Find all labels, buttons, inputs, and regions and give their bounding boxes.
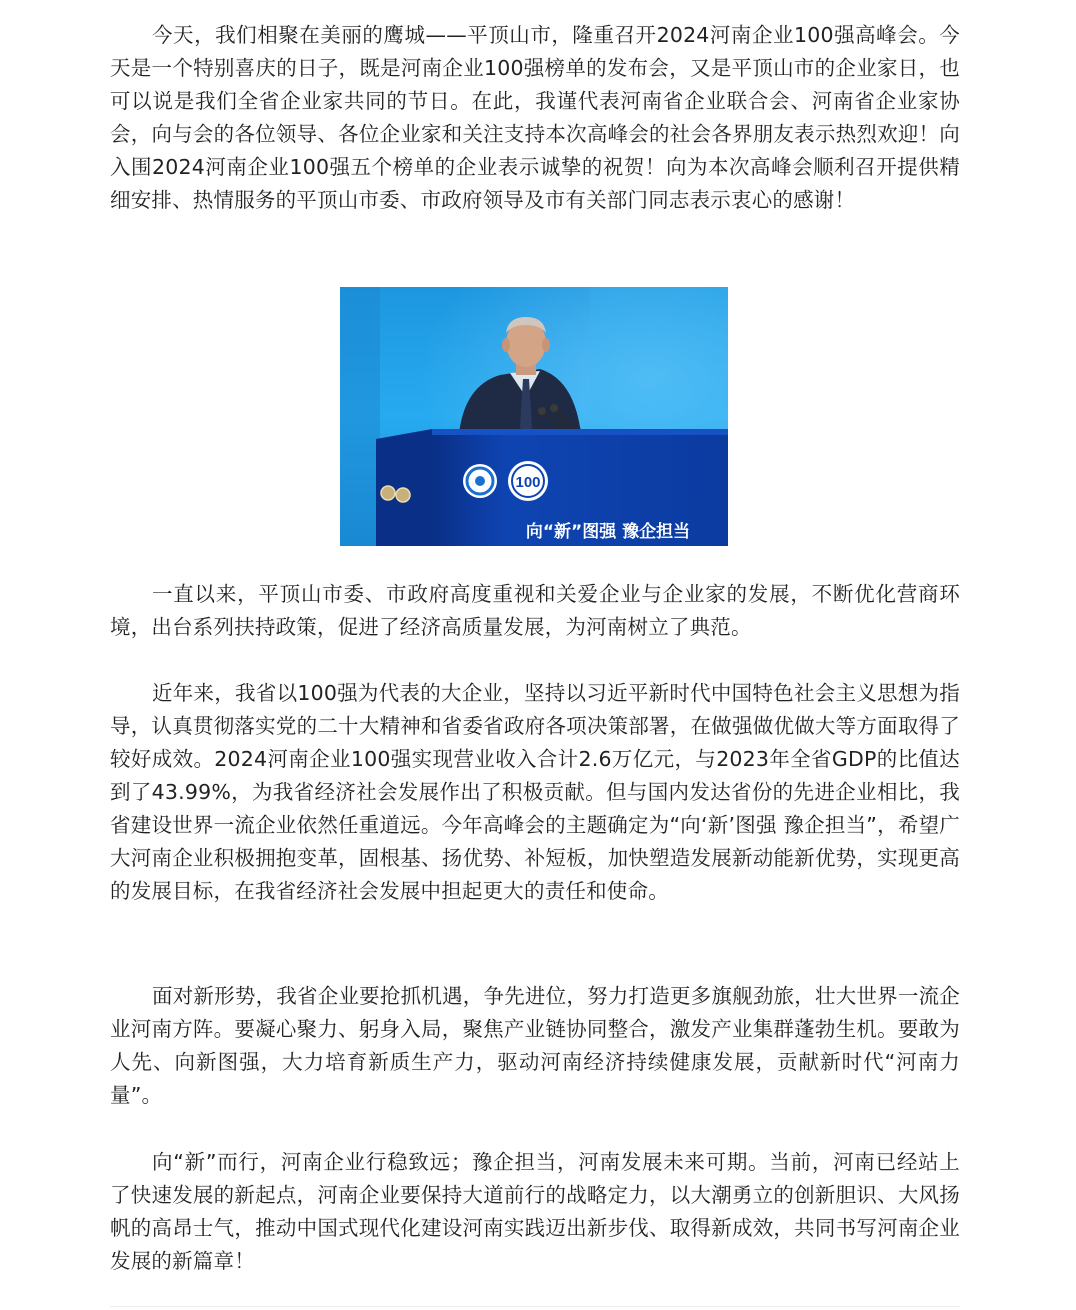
speaker-photo: [340, 287, 728, 546]
podium-logo-text: 100: [515, 474, 541, 491]
paragraph-conclusion: 向“新”而行，河南企业行稳致远；豫企担当，河南发展未来可期。当前，河南已经站上了快速发展的新起点，河南企业要保持大道前行的战略定力，以大潮勇立的创新胆识、大风扬帆的高昂士气，推动中国式现代化建设河南实践迈出新步伐、取得新成效，共同书写河南企业发展的新篇章！: [110, 1150, 960, 1273]
bottom-divider: [110, 1306, 960, 1307]
paragraph-welcome: 今天，我们相聚在美丽的鹰城——平顶山市，隆重召开2024河南企业100强高峰会。今天是一个特别喜庆的日子，既是河南企业100强榜单的发布会，又是平顶山市的企业家日，也可以说是我们全省企业家共同的节日。在此，我谨代表河南省企业联合会、河南省企业家协会，向与会的各位领导、各位企业家和关注支持本次高峰会的社会各界朋友表示热烈欢迎！向入围2024河南企业100强五个榜单的企业表示诚挚的祝贺！向为本次高峰会顺利召开提供精细安排、热情服务的平顶山市委、市政府领导及市有关部门同志表示衷心的感谢！: [110, 23, 960, 212]
paragraph-pingdingshan: 一直以来，平顶山市委、市政府高度重视和关爱企业与企业家的发展，不断优化营商环境，出台系列扶持政策，促进了经济高质量发展，为河南树立了典范。: [110, 582, 960, 639]
paragraph-achievements: 近年来，我省以100强为代表的大企业，坚持以习近平新时代中国特色社会主义思想为指导，认真贯彻落实党的二十大精神和省委省政府各项决策部署，在做强做优做大等方面取得了较好成效。2024河南企业100强实现营业收入合计2.6万亿元，与2023年全省GDP的比值达到了43.99%，为我省经济社会发展作出了积极贡献。但与国内发达省份的先进企业相比，我省建设世界一流企业依然任重道远。今年高峰会的主题确定为“向‘新’图强 豫企担当”，希望广大河南企业积极拥抱变革，固根基、扬优势、补短板，加快塑造发展新动能新优势，实现更高的发展目标，在我省经济社会发展中担起更大的责任和使命。: [110, 681, 960, 903]
paragraph-new-situation: 面对新形势，我省企业要抢抓机遇，争先进位，努力打造更多旗舰劲旅，壮大世界一流企业河南方阵。要凝心聚力、躬身入局，聚焦产业链协同整合，激发产业集群蓬勃生机。要敢为人先、向新图强，大力培育新质生产力，驱动河南经济持续健康发展，贡献新时代“河南力量”。: [110, 984, 960, 1107]
podium-slogan: 向“新”图强 豫企担当: [525, 522, 691, 542]
podium: [376, 429, 728, 546]
